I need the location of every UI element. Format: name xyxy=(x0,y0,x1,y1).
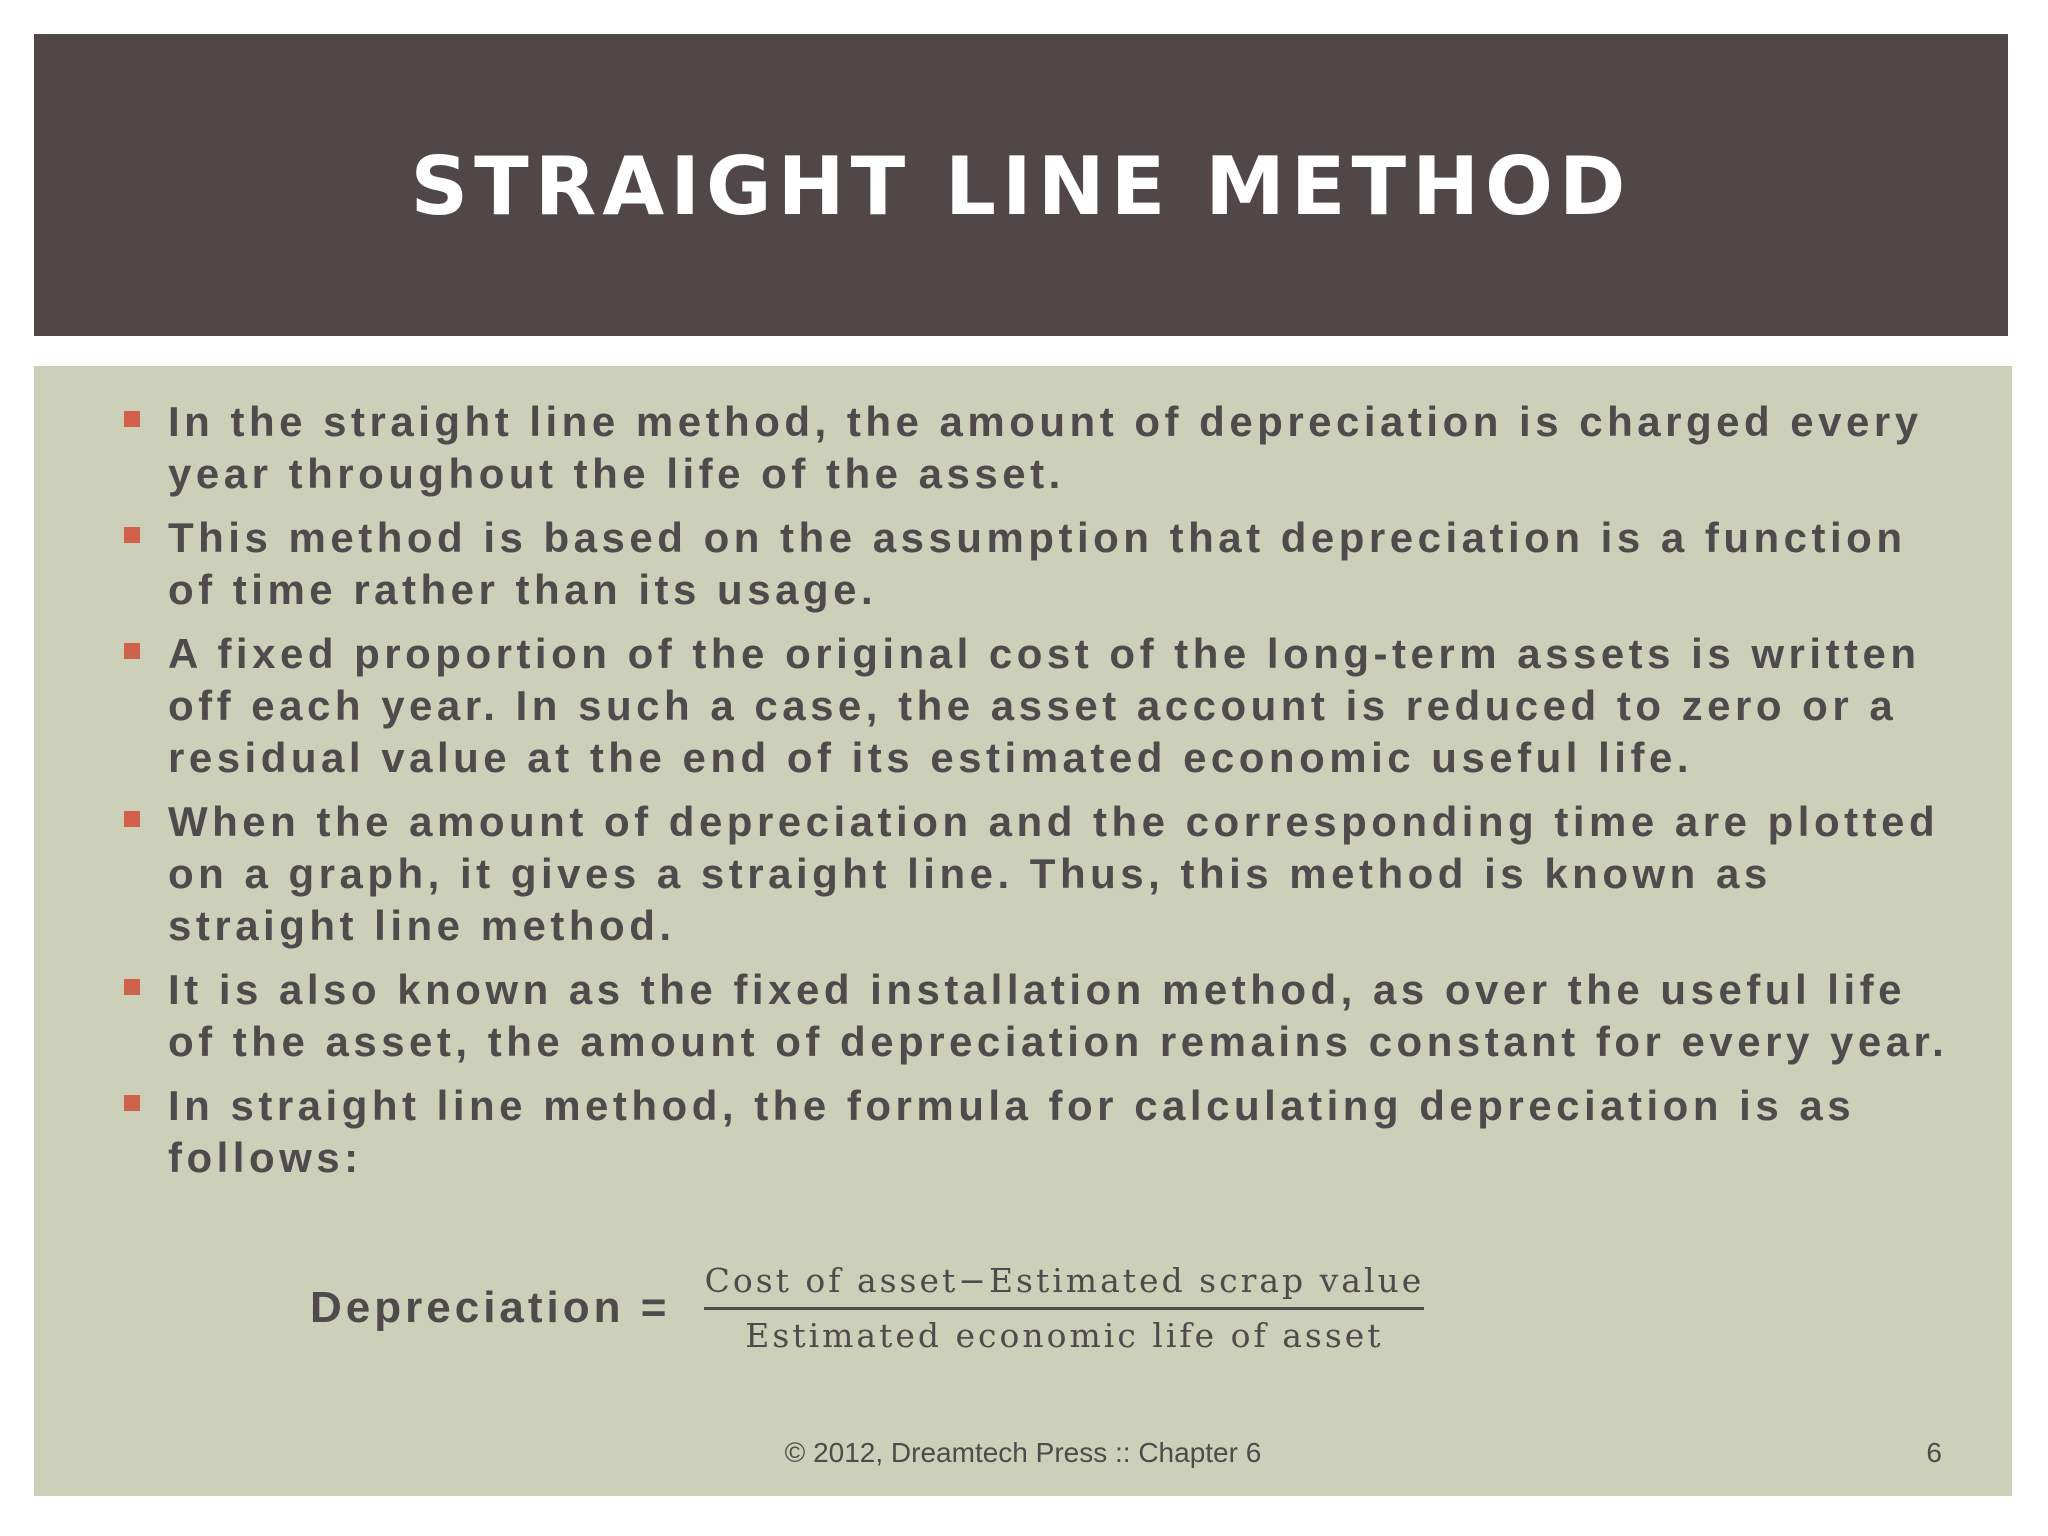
content-panel xyxy=(34,366,2012,1496)
footer-copyright: © 2012, Dreamtech Press :: Chapter 6 xyxy=(784,1437,1262,1468)
square-bullet-icon xyxy=(124,527,140,543)
bullet-item xyxy=(34,796,2012,952)
bullet-item xyxy=(34,964,2012,1068)
bullet-item xyxy=(34,1080,2012,1184)
square-bullet-icon xyxy=(124,1095,140,1111)
bullet-text: In the straight line method, the amount of depreciation is charged every year throughout the life of the asset. xyxy=(168,398,1923,497)
slide-title: STRAIGHT LINE METHOD xyxy=(410,139,1632,233)
formula-denominator: Estimated economic life of asset xyxy=(745,1315,1384,1355)
square-bullet-icon xyxy=(124,979,140,995)
title-bar xyxy=(34,34,2008,336)
bullet-text: It is also known as the fixed installation method, as over the useful life of the asset, the amount of depreciation remains constant for every year. xyxy=(168,966,1949,1065)
page-number: 6 xyxy=(1926,1437,1942,1468)
formula-lhs: Depreciation = xyxy=(310,1283,671,1332)
bullet-text: This method is based on the assumption that depreciation is a function of time rather than its usage. xyxy=(168,514,1907,613)
bullet-item xyxy=(34,396,2012,500)
bullet-item xyxy=(34,628,2012,784)
square-bullet-icon xyxy=(124,411,140,427)
bullet-text: When the amount of depreciation and the corresponding time are plotted on a graph, it gives a straight line. Thus, this method is known as straight line method. xyxy=(168,798,1940,949)
formula-fraction xyxy=(704,1259,1424,1358)
bullet-text: A fixed proportion of the original cost of the long-term assets is written off each year. In such a case, the asset account is reduced to zero or a residual value at the end of its estimated economic useful life. xyxy=(168,630,1921,781)
bullet-text: In straight line method, the formula for calculating depreciation is as follows: xyxy=(168,1082,1856,1181)
depreciation-formula xyxy=(310,1258,1424,1358)
formula-numerator: Cost of asset−Estimated scrap value xyxy=(704,1260,1425,1300)
bullet-item xyxy=(34,512,2012,616)
fraction-bar xyxy=(704,1307,1424,1310)
bullet-list xyxy=(34,396,2012,1196)
square-bullet-icon xyxy=(124,643,140,659)
square-bullet-icon xyxy=(124,811,140,827)
